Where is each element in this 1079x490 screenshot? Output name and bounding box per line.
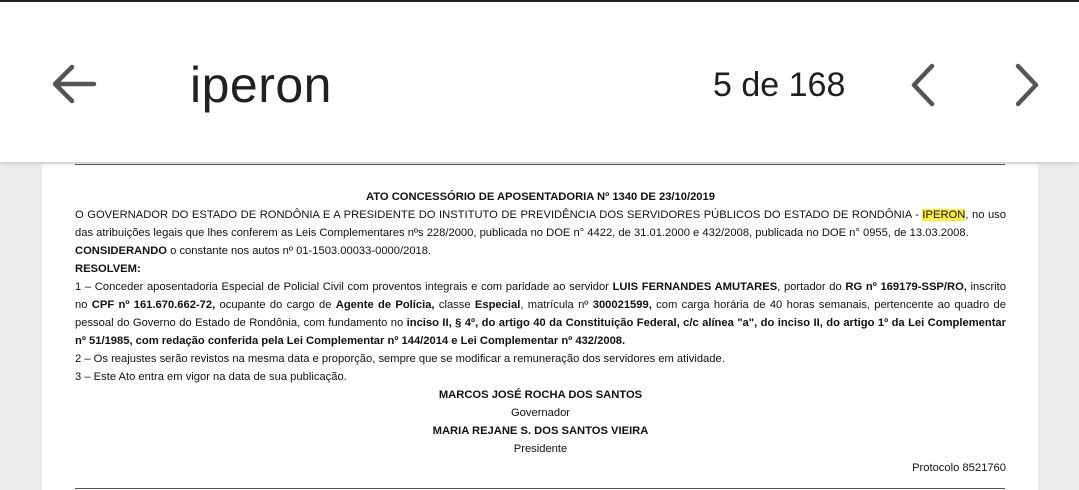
signer-2-name: MARIA REJANE S. DOS SANTOS VIEIRA <box>432 425 649 437</box>
match-counter: 5 de 168 <box>713 66 846 104</box>
search-highlight: IPERON <box>922 209 966 221</box>
item-1-text: classe <box>434 299 475 311</box>
intro-text-a: O GOVERNADOR DO ESTADO DE RONDÔNIA E A PRESIDENTE DO INSTITUTO DE PREVIDÊNCIA DOS SERVIDORES PÚBLICOS DO ESTADO DE RONDÔNIA - <box>75 209 919 221</box>
item-3-paragraph: 3 – Este Ato entra em vigor na data de sua publicação. <box>75 371 347 383</box>
item-1-text: com carga horária de 40 horas semanais, pertencente ao quadro de pessoal do Governo do Estado de Rondônia, com fundamento no <box>75 299 1006 329</box>
cargo: Agente de Polícia, <box>335 299 435 311</box>
item-1-text: inscrito no <box>75 281 1006 311</box>
signer-2-role: Presidente <box>513 443 568 455</box>
chevron-right-icon <box>1004 60 1048 110</box>
servant-name: LUIS FERNANDES AMUTARES <box>612 281 778 293</box>
rg-number: RG nº 169179-SSP/RO, <box>845 281 967 293</box>
intro-paragraph <box>75 206 1006 242</box>
previous-match-button[interactable] <box>902 60 946 110</box>
document-page <box>42 164 1038 490</box>
considerando-text: o constante nos autos nº 01-1503.00033-0000/2018. <box>167 245 432 257</box>
search-query[interactable]: iperon <box>190 57 332 113</box>
considerando-paragraph <box>75 242 1006 260</box>
item-1-paragraph <box>75 278 1006 350</box>
page-rule-bottom <box>75 488 1005 489</box>
classe: Especial <box>474 299 521 311</box>
document-body <box>75 188 1006 477</box>
protocol-number: Protocolo 8521760 <box>912 462 1006 474</box>
item-1-text: ocupante do cargo de <box>215 299 336 311</box>
find-in-page-bar <box>0 2 1079 162</box>
cpf-number: CPF nº 161.670.662-72, <box>91 299 216 311</box>
intro-text-b: , no uso das atribuições legais que lhes conferem as Leis Complementares nºs 228/2000, publicada no DOE n° 4422, de 31.01.2000 e 432/2008, publicada no DOE n° 0955, de 13.03.2008. <box>75 209 1006 239</box>
arrow-left-icon <box>48 60 100 108</box>
back-button[interactable] <box>48 60 100 108</box>
legal-basis: inciso II, § 4º, do artigo 40 da Constituição Federal, c/c alínea "a", do inciso II, do artigo 1º da Lei Complementar nº 51/1985, com redação conferida pela Lei Complementar nº 144/2014 e Lei Complementar nº 432/2008. <box>75 317 1006 347</box>
page-rule-top <box>75 164 1005 165</box>
signer-1-role: Governador <box>510 407 571 419</box>
resolvem-label: RESOLVEM: <box>75 263 141 275</box>
next-match-button[interactable] <box>1004 60 1048 110</box>
document-title: ATO CONCESSÓRIO DE APOSENTADORIA Nº 1340 DE 23/10/2019 <box>366 191 715 203</box>
considerando-label: CONSIDERANDO <box>75 245 167 257</box>
item-1-text: , matrícula nº <box>520 299 593 311</box>
item-1-text: 1 – Conceder aposentadoria Especial de Policial Civil com proventos integrais e com paridade ao servidor <box>75 281 613 293</box>
item-1-text: , portador do <box>777 281 846 293</box>
signer-1-name: MARCOS JOSÉ ROCHA DOS SANTOS <box>438 389 643 401</box>
matricula: 300021599, <box>592 299 652 311</box>
item-2-paragraph: 2 – Os reajustes serão revistos na mesma data e proporção, sempre que se modificar a remuneração dos servidores em atividade. <box>75 353 725 365</box>
chevron-left-icon <box>902 60 946 110</box>
